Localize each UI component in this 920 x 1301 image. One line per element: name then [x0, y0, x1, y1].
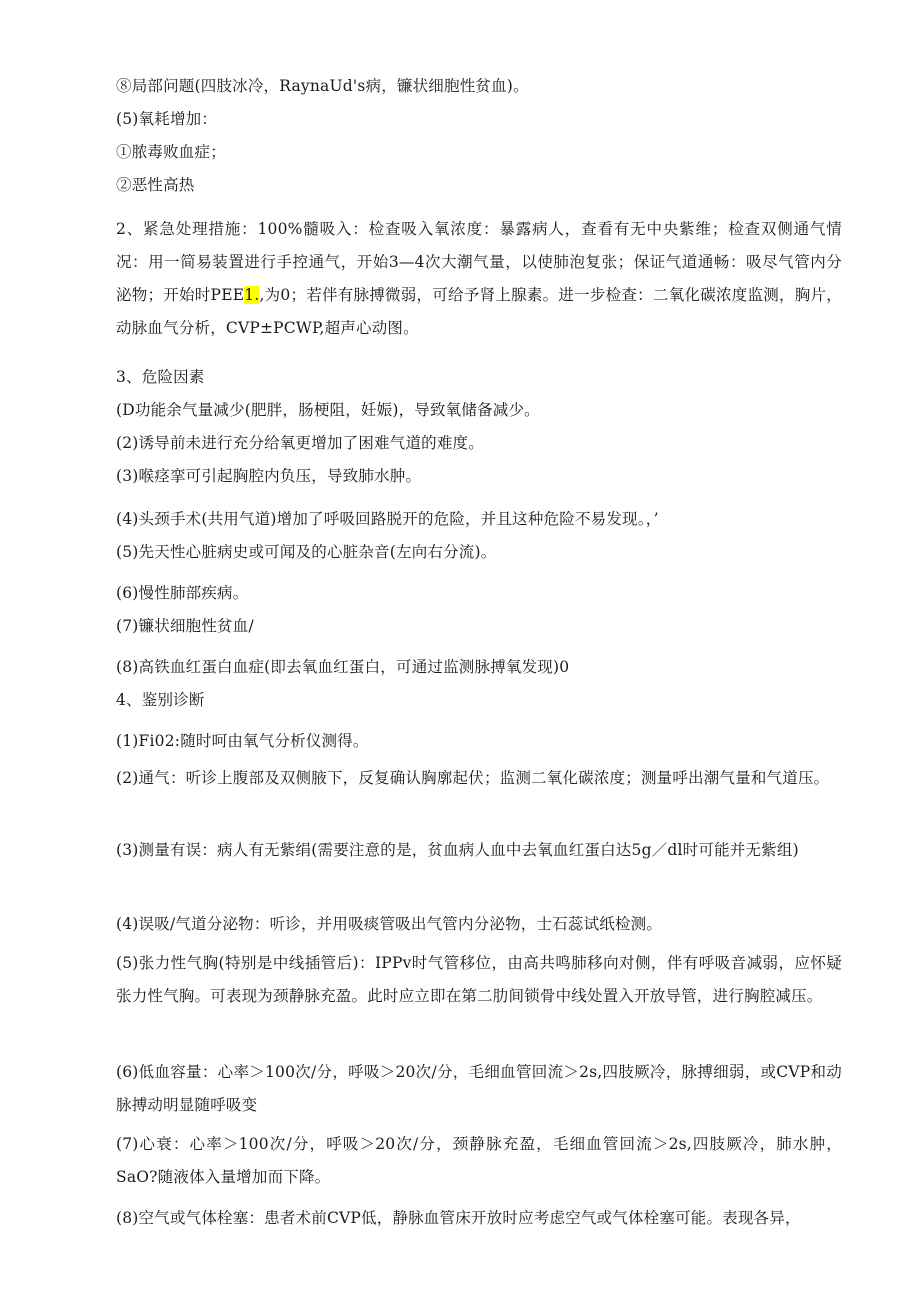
- list-item-diagnosis-5: (5)张力性气胸(特别是中线插管后)：IPPv时气管移位，由高共鸣肺移向对侧，伴有呼吸音减弱，应怀疑张力性气胸。可表现为颈静脉充盈。此时应立即在第二肋间锁骨中线处置入开放导管，进行胸腔减压。: [116, 954, 842, 1005]
- paragraph-oxygen-consumption: (5)氧耗增加：: [116, 110, 218, 128]
- list-item-diagnosis-1: (1)Fi02:随时呵由氧气分析仪测得。: [116, 732, 369, 750]
- list-item-risk-1: (D功能余气量减少(肥胖，肠梗阻，妊娠)，导致氧储备减少。: [116, 401, 540, 419]
- paragraph-sepsis: ①脓毒败血症；: [116, 143, 226, 161]
- paragraph-local-problems: ⑧局部问题(四肢冰冷，RaynaUd's病，镰状细胞性贫血)。: [116, 77, 529, 95]
- list-item-diagnosis-7: (7)心衰：心率＞100次/分，呼吸＞20次/分，颈静脉充盈，毛细血管回流＞2s,四肢厥冷，肺水肿，SaO?随液体入量增加而下降。: [116, 1135, 842, 1186]
- paragraph-malignant-hyperthermia: ②恶性高热: [116, 176, 195, 194]
- list-item-risk-4: (4)头颈手术(共用气道)增加了呼吸回路脱开的危险，并且这种危险不易发现。，’: [116, 510, 659, 528]
- list-item-diagnosis-8: (8)空气或气体栓塞：患者术前CVP低，静脉血管床开放时应考虑空气或气体栓塞可能。表现各异，: [116, 1209, 801, 1227]
- list-item-risk-3: (3)喉痉挛可引起胸腔内负压，导致肺水肿。: [116, 467, 422, 485]
- list-item-diagnosis-6: (6)低血容量：心率＞100次/分，呼吸＞20次/分，毛细血管回流＞2s,四肢厥冷，脉搏细弱，或CVP和动脉搏动明显随呼吸变: [116, 1063, 842, 1114]
- list-item-diagnosis-2: (2)通气：听诊上腹部及双侧腋下，反复确认胸廓起伏；监测二氧化碳浓度；测量呼出潮气量和气道压。: [116, 769, 830, 787]
- list-item-risk-6: (6)慢性肺部疾病。: [116, 584, 249, 602]
- list-item-risk-5: (5)先天性心脏病史或可闻及的心脏杂音(左向右分流)。: [116, 543, 497, 561]
- list-item-diagnosis-4: (4)误吸/气道分泌物：听诊，并用吸痰管吸出气管内分泌物，士石蕊试纸检测。: [116, 915, 663, 933]
- emergency-text-before: 2、紧急处理措施：100%髓吸入：检查吸入氧浓度：暴露病人，查看有无中央紫维；检查双侧通气情况：用一简易装置进行手控通气，开始3—4次大潮气量，以使肺泡复张；保证气道通畅：吸尽气管内分泌物；开始时PEE: [116, 220, 842, 304]
- list-item-risk-2: (2)诱导前未进行充分给氧更增加了困难气道的难度。: [116, 434, 484, 452]
- list-item-risk-7: (7)镰状细胞性贫血/: [116, 617, 254, 635]
- heading-risk-factors: 3、危险因素: [116, 368, 205, 386]
- heading-differential-diagnosis: 4、鉴别诊断: [116, 691, 205, 709]
- paragraph-emergency-measures: [116, 213, 842, 345]
- highlighted-text: 1.: [244, 286, 260, 304]
- list-item-risk-8: (8)高铁血红蛋白血症(即去氧血红蛋白，可通过监测脉搏氧发现)0: [116, 658, 570, 676]
- emergency-text-after: ,为0；若伴有脉搏微弱，可给予肾上腺素。进一步检查：二氧化碳浓度监测，胸片，动脉血气分析，CVP±PCWP,超声心动图。: [116, 286, 842, 337]
- list-item-diagnosis-3: (3)测量有误：病人有无紫绢(需要注意的是，贫血病人血中去氧血红蛋白达5g／dl时可能并无紫组): [116, 841, 799, 859]
